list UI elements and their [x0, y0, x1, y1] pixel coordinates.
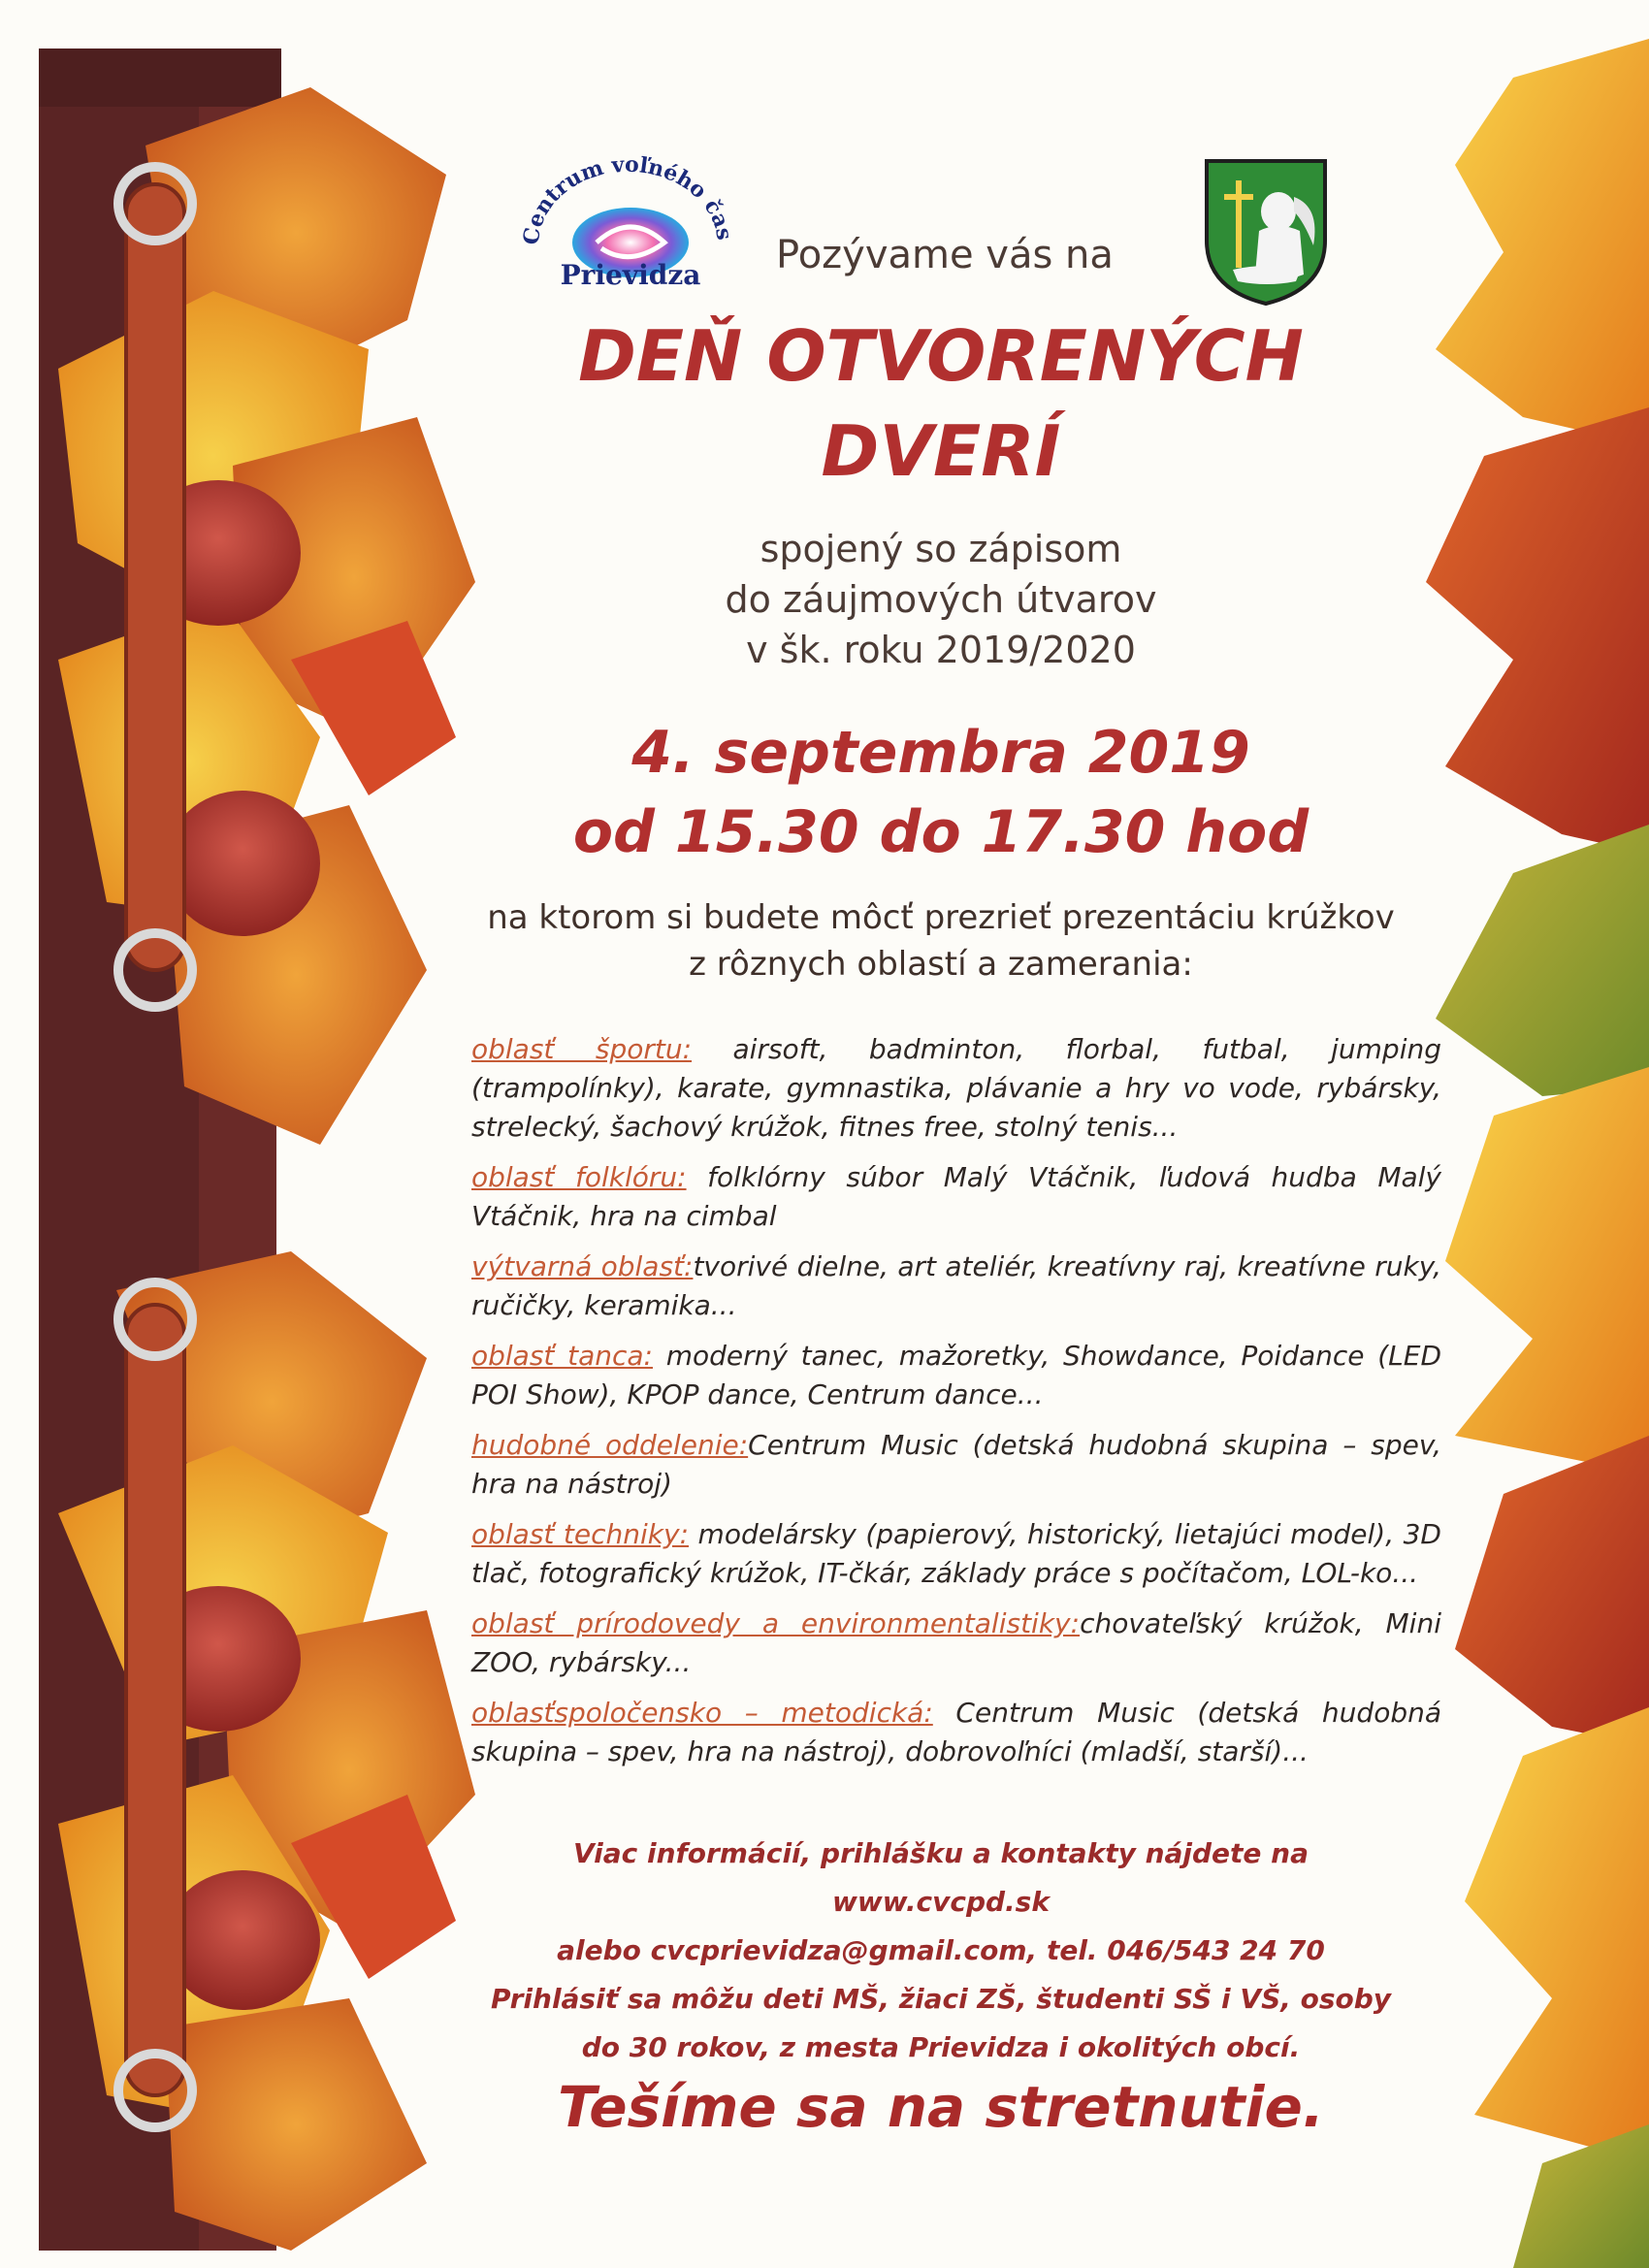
logo-arc-text: Centrum voľného čas: [518, 153, 737, 246]
area-label: oblasť športu:: [471, 1033, 693, 1065]
contact-info: [475, 1830, 1406, 2072]
logo-city: Prievidza: [560, 259, 701, 289]
coat-of-arms-icon: [1199, 153, 1333, 308]
event-description: [475, 894, 1406, 988]
event-datetime: [475, 713, 1406, 872]
list-item: [471, 1030, 1441, 1147]
event-time: od 15.30 do 17.30 hod: [572, 798, 1310, 866]
area-text: modelársky (papierový, historický, lietajúci model), 3D tlač, fotografický krúžok, IT-čkár, základy práce s počítačom, LOL-ko...: [471, 1518, 1441, 1589]
area-text: airsoft, badminton, florbal, futbal, jumping (trampolínky), karate, gymnastika, plávanie a hry vo vode, rybársky, strelecký, šachový krúžok, fitnes free, stolný tenis...: [471, 1033, 1441, 1143]
area-label: oblasť tanca:: [471, 1340, 653, 1372]
info-line-4: do 30 rokov, z mesta Prievidza i okolitých obcí.: [581, 2031, 1301, 2063]
list-item: [471, 1426, 1441, 1504]
subtitle-line-3: v šk. roku 2019/2020: [746, 629, 1136, 671]
list-item: [471, 1158, 1441, 1236]
event-title: [475, 308, 1406, 499]
event-subtitle: [475, 524, 1406, 675]
area-text: moderný tanec, mažoretky, Showdance, Poidance (LED POI Show), KPOP dance, Centrum dance...: [471, 1340, 1441, 1410]
cvc-logo: [509, 153, 742, 289]
list-item: [471, 1515, 1441, 1593]
coat-of-arms: [1199, 153, 1333, 308]
area-label: oblasť prírodovedy a environmentalistiky:: [471, 1607, 1081, 1639]
area-text: folklórny súbor Malý Vtáčnik, ľudová hudba Malý Vtáčnik, hra na cimbal: [471, 1161, 1441, 1232]
area-label: hudobné oddelenie:: [471, 1429, 749, 1461]
title-line-1: DEŇ OTVORENÝCH: [578, 315, 1304, 397]
list-item: [471, 1694, 1441, 1771]
area-label: oblasť folklóru:: [471, 1161, 687, 1193]
list-item: [471, 1604, 1441, 1682]
area-label: oblasťspoločensko – metodická:: [471, 1697, 933, 1729]
strap-bottom-icon: [118, 1282, 192, 2127]
info-line-3: Prihlásiť sa môžu deti MŠ, žiaci ZŠ, študenti SŠ i VŠ, osoby: [490, 1983, 1392, 2015]
autumn-leaves-left-border: [0, 0, 485, 2268]
area-text: tvorivé dielne, art ateliér, kreatívny raj, kreatívne ruky, ručičky, keramika...: [471, 1250, 1441, 1321]
area-text: chovateľský krúžok, Mini ZOO, rybársky...: [471, 1607, 1441, 1678]
swirl-logo-icon: [509, 153, 742, 289]
description-line-2: z rôznych oblastí a zamerania:: [689, 945, 1193, 984]
title-line-2: DVERÍ: [821, 410, 1061, 492]
closing-text: Tešíme sa na stretnutie.: [558, 2074, 1324, 2140]
info-line-2: alebo cvcprievidza@gmail.com, tel. 046/543 24 70: [557, 1934, 1325, 1966]
area-label: výtvarná oblasť:: [471, 1250, 694, 1282]
area-text: Centrum Music (detská hudobná skupina – spev, hra na nástroj), dobrovoľníci (mladší, starší)...: [471, 1697, 1442, 1767]
area-label: oblasť techniky:: [471, 1518, 690, 1550]
intro-text: Pozývame vás na: [776, 233, 1114, 277]
subtitle-line-1: spojený so zápisom: [760, 528, 1122, 570]
description-line-1: na ktorom si budete môcť prezrieť prezentáciu krúžkov: [487, 898, 1395, 937]
event-date: 4. septembra 2019: [631, 719, 1250, 787]
list-item: [471, 1337, 1441, 1414]
info-line-1: Viac informácií, prihlášku a kontakty nájdete na www.cvcpd.sk: [573, 1837, 1309, 1918]
list-item: [471, 1247, 1441, 1325]
activity-areas-list: [471, 1030, 1441, 1783]
area-text: Centrum Music (detská hudobná skupina – spev, hra na nástroj): [471, 1429, 1442, 1500]
strap-top-icon: [118, 167, 192, 1007]
subtitle-line-2: do záujmových útvarov: [725, 578, 1157, 621]
